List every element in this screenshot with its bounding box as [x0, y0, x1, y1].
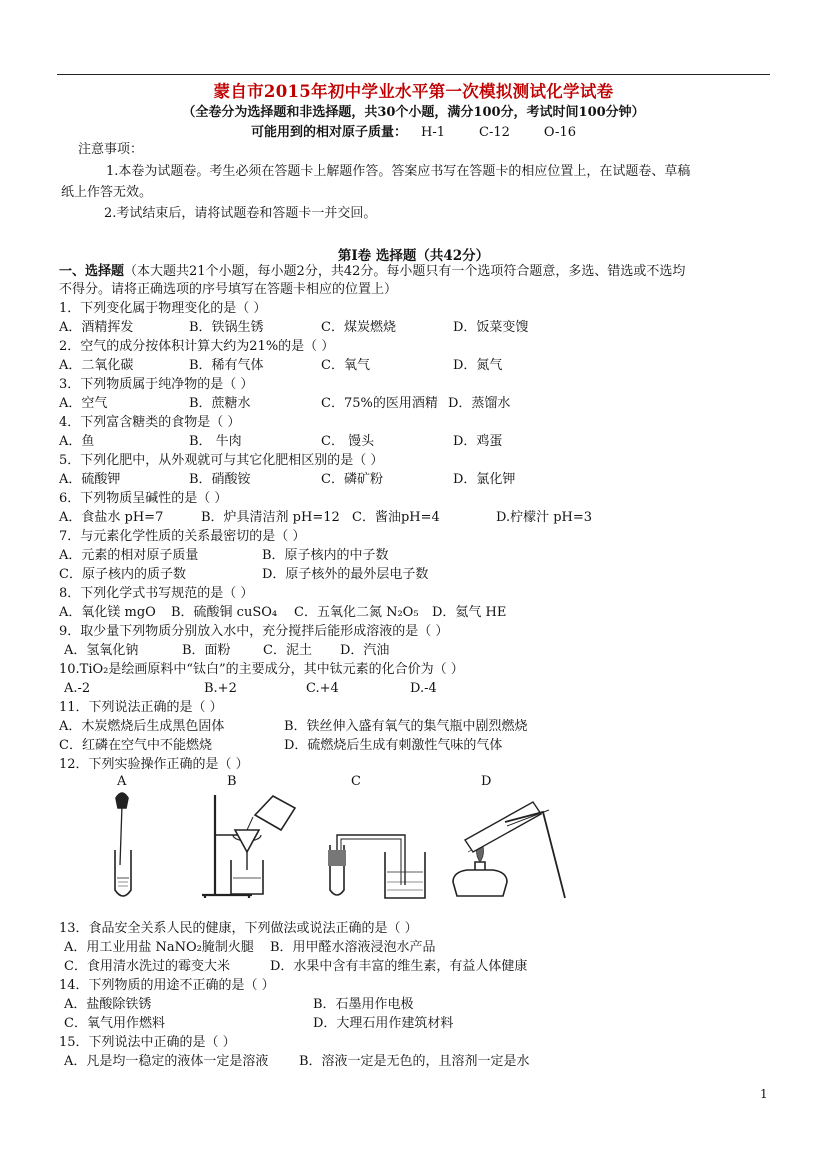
question-11-stem: 11．下列说法正确的是（ ）	[59, 700, 223, 715]
section-title: 第Ⅰ卷 选择题（共42分）	[337, 248, 490, 264]
part-label: 一、选择题	[59, 264, 125, 279]
q3-option-c: C．75%的医用酒精	[321, 396, 438, 411]
q7-option-b: B．原子核内的中子数	[262, 548, 389, 563]
q5-option-a: A．硫酸钾	[59, 472, 121, 487]
q2-option-b: B．稀有气体	[189, 358, 264, 373]
q4-option-b: B． 牛肉	[189, 434, 242, 449]
q9-option-b: B．面粉	[182, 643, 231, 658]
q8-option-b: B．硫酸铜 cuSO₄	[171, 605, 278, 620]
q12-figure-label-a: A	[117, 774, 127, 789]
page-title: 蒙自市2015年初中学业水平第一次模拟测试化学试卷	[213, 82, 614, 101]
question-6-stem: 6．下列物质呈碱性的是（ ）	[59, 491, 228, 506]
q13-option-b: B．用甲醛水溶液浸泡水产品	[270, 940, 436, 955]
q14-option-d: D．大理石用作建筑材料	[313, 1016, 454, 1031]
lab-operations-figure	[95, 790, 575, 905]
q1-option-b: B．铁锅生锈	[189, 320, 264, 335]
part-description-a: 一、选择题（本大题共21个小题，每小题2分，共42分。每小题只有一个选项符合题意，多选、错选或不选均	[59, 264, 686, 279]
notice-item-1a: 1.本卷为试题卷。考生必须在答题卡上解题作答。答案应书写在答题卡的相应位置上，在试题卷、草稿	[106, 164, 691, 179]
q1-option-c: C．煤炭燃烧	[321, 320, 396, 335]
figure-c-gas-delivery-apparatus	[328, 835, 425, 898]
q14-option-b: B．石墨用作电极	[313, 997, 414, 1012]
q3-option-a: A．空气	[59, 396, 108, 411]
question-14-stem: 14．下列物质的用途不正确的是（ ）	[59, 978, 275, 993]
q15-option-b: B．溶液一定是无色的，且溶剂一定是水	[299, 1054, 530, 1069]
atomic-mass-label: 可能用到的相对原子质量：	[251, 125, 408, 140]
question-15-stem: 15．下列说法中正确的是（ ）	[59, 1035, 236, 1050]
q4-option-c: C． 馒头	[321, 434, 375, 449]
q6-option-b: B．炉具清洁剂 pH=12	[201, 510, 340, 525]
question-13-stem: 13．食品安全关系人民的健康，下列做法或说法正确的是（ ）	[59, 921, 418, 936]
q11-option-b: B．铁丝伸入盛有氧气的集气瓶中剧烈燃烧	[284, 719, 528, 734]
atomic-mass-h: H-1	[421, 125, 446, 140]
q12-figure-label-d: D	[481, 774, 492, 789]
q13-option-a: A．用工业用盐 NaNO₂腌制火腿	[64, 940, 254, 955]
q10-option-c: C.+4	[306, 681, 339, 696]
q6-option-c: C．酱油pH=4	[352, 510, 440, 525]
q11-option-c: C．红磷在空气中不能燃烧	[59, 738, 212, 753]
q13-option-d: D．水果中含有丰富的维生素，有益人体健康	[270, 959, 528, 974]
q9-option-d: D．汽油	[340, 643, 390, 658]
notice-item-2: 2.考试结束后，请将试题卷和答题卡一并交回。	[104, 206, 377, 221]
question-3-stem: 3．下列物质属于纯净物的是（ ）	[59, 377, 254, 392]
question-8-stem: 8．下列化学式书写规范的是（ ）	[59, 586, 254, 601]
q1-option-d: D．饭菜变馊	[453, 320, 529, 335]
q7-option-a: A．元素的相对原子质量	[59, 548, 199, 563]
q2-option-c: C．氧气	[321, 358, 370, 373]
notice-heading: 注意事项：	[78, 142, 144, 157]
exam-subtitle: （全卷分为选择题和非选择题，共30个小题，满分100分，考试时间100分钟）	[182, 105, 645, 120]
q10-option-d: D.-4	[410, 681, 437, 696]
q10-option-b: B.+2	[204, 681, 237, 696]
question-4-stem: 4．下列富含糖类的食物是（ ）	[59, 415, 241, 430]
q9-option-c: C．泥土	[263, 643, 312, 658]
q6-option-a: A．食盐水 pH=7	[59, 510, 164, 525]
q7-option-c: C．原子核内的质子数	[59, 567, 186, 582]
page-number: 1	[760, 1087, 768, 1101]
q5-option-c: C．磷矿粉	[321, 472, 383, 487]
part-description-b: 不得分。请将正确选项的序号填写在答题卡相应的位置上）	[59, 282, 398, 297]
figure-d-heating-test-tube	[453, 802, 565, 898]
q5-option-b: B．硝酸铵	[189, 472, 251, 487]
figure-b-filtration-stand	[202, 795, 295, 898]
q1-option-a: A．酒精挥发	[59, 320, 134, 335]
q3-option-d: D．蒸馏水	[448, 396, 511, 411]
q14-option-a: A．盐酸除铁锈	[64, 997, 152, 1012]
q2-option-a: A．二氧化碳	[59, 358, 134, 373]
q4-option-d: D．鸡蛋	[453, 434, 503, 449]
question-1-stem: 1．下列变化属于物理变化的是（ ）	[59, 301, 267, 316]
question-5-stem: 5．下列化肥中，从外观就可与其它化肥相区别的是（ ）	[59, 453, 384, 468]
q7-option-d: D．原子核外的最外层电子数	[262, 567, 429, 582]
q15-option-a: A．凡是均一稳定的液体一定是溶液	[64, 1054, 269, 1069]
q12-figure-label-c: C	[351, 774, 361, 789]
question-7-stem: 7．与元素化学性质的关系最密切的是（ ）	[59, 529, 306, 544]
atomic-mass-c: C-12	[479, 125, 510, 140]
q11-option-a: A．木炭燃烧后生成黑色固体	[59, 719, 225, 734]
q8-option-a: A．氧化镁 mgO	[59, 605, 156, 620]
atomic-mass-line	[0, 121, 827, 140]
q14-option-c: C．氧气用作燃料	[64, 1016, 165, 1031]
q13-option-c: C．食用清水洗过的霉变大米	[64, 959, 230, 974]
q8-option-d: D．氦气 HE	[432, 605, 507, 620]
atomic-mass-o: O-16	[543, 125, 576, 140]
notice-item-1b: 纸上作答无效。	[61, 185, 153, 200]
question-2-stem: 2．空气的成分按体积计算大约为21%的是（ ）	[59, 339, 335, 354]
q6-option-d: D.柠檬汁 pH=3	[496, 510, 593, 525]
q3-option-b: B．蔗糖水	[189, 396, 251, 411]
q12-figure-label-b: B	[227, 774, 237, 789]
question-12-stem: 12．下列实验操作正确的是（ ）	[59, 757, 249, 772]
q9-option-a: A．氢氧化钠	[64, 643, 139, 658]
figure-a-dropper-test-tube	[115, 793, 131, 896]
q4-option-a: A．鱼	[59, 434, 95, 449]
q10-option-a: A.-2	[64, 681, 91, 696]
q8-option-c: C．五氧化二氮 N₂O₅	[294, 605, 419, 620]
q2-option-d: D．氮气	[453, 358, 503, 373]
header-rule	[57, 74, 770, 75]
question-10-stem: 10.TiO₂是绘画原料中“钛白”的主要成分，其中钛元素的化合价为（ ）	[59, 662, 464, 677]
question-9-stem: 9．取少量下列物质分别放入水中，充分搅拌后能形成溶液的是（ ）	[59, 624, 449, 639]
q5-option-d: D．氯化钾	[453, 472, 516, 487]
q11-option-d: D．硫燃烧后生成有刺激性气味的气体	[284, 738, 503, 753]
